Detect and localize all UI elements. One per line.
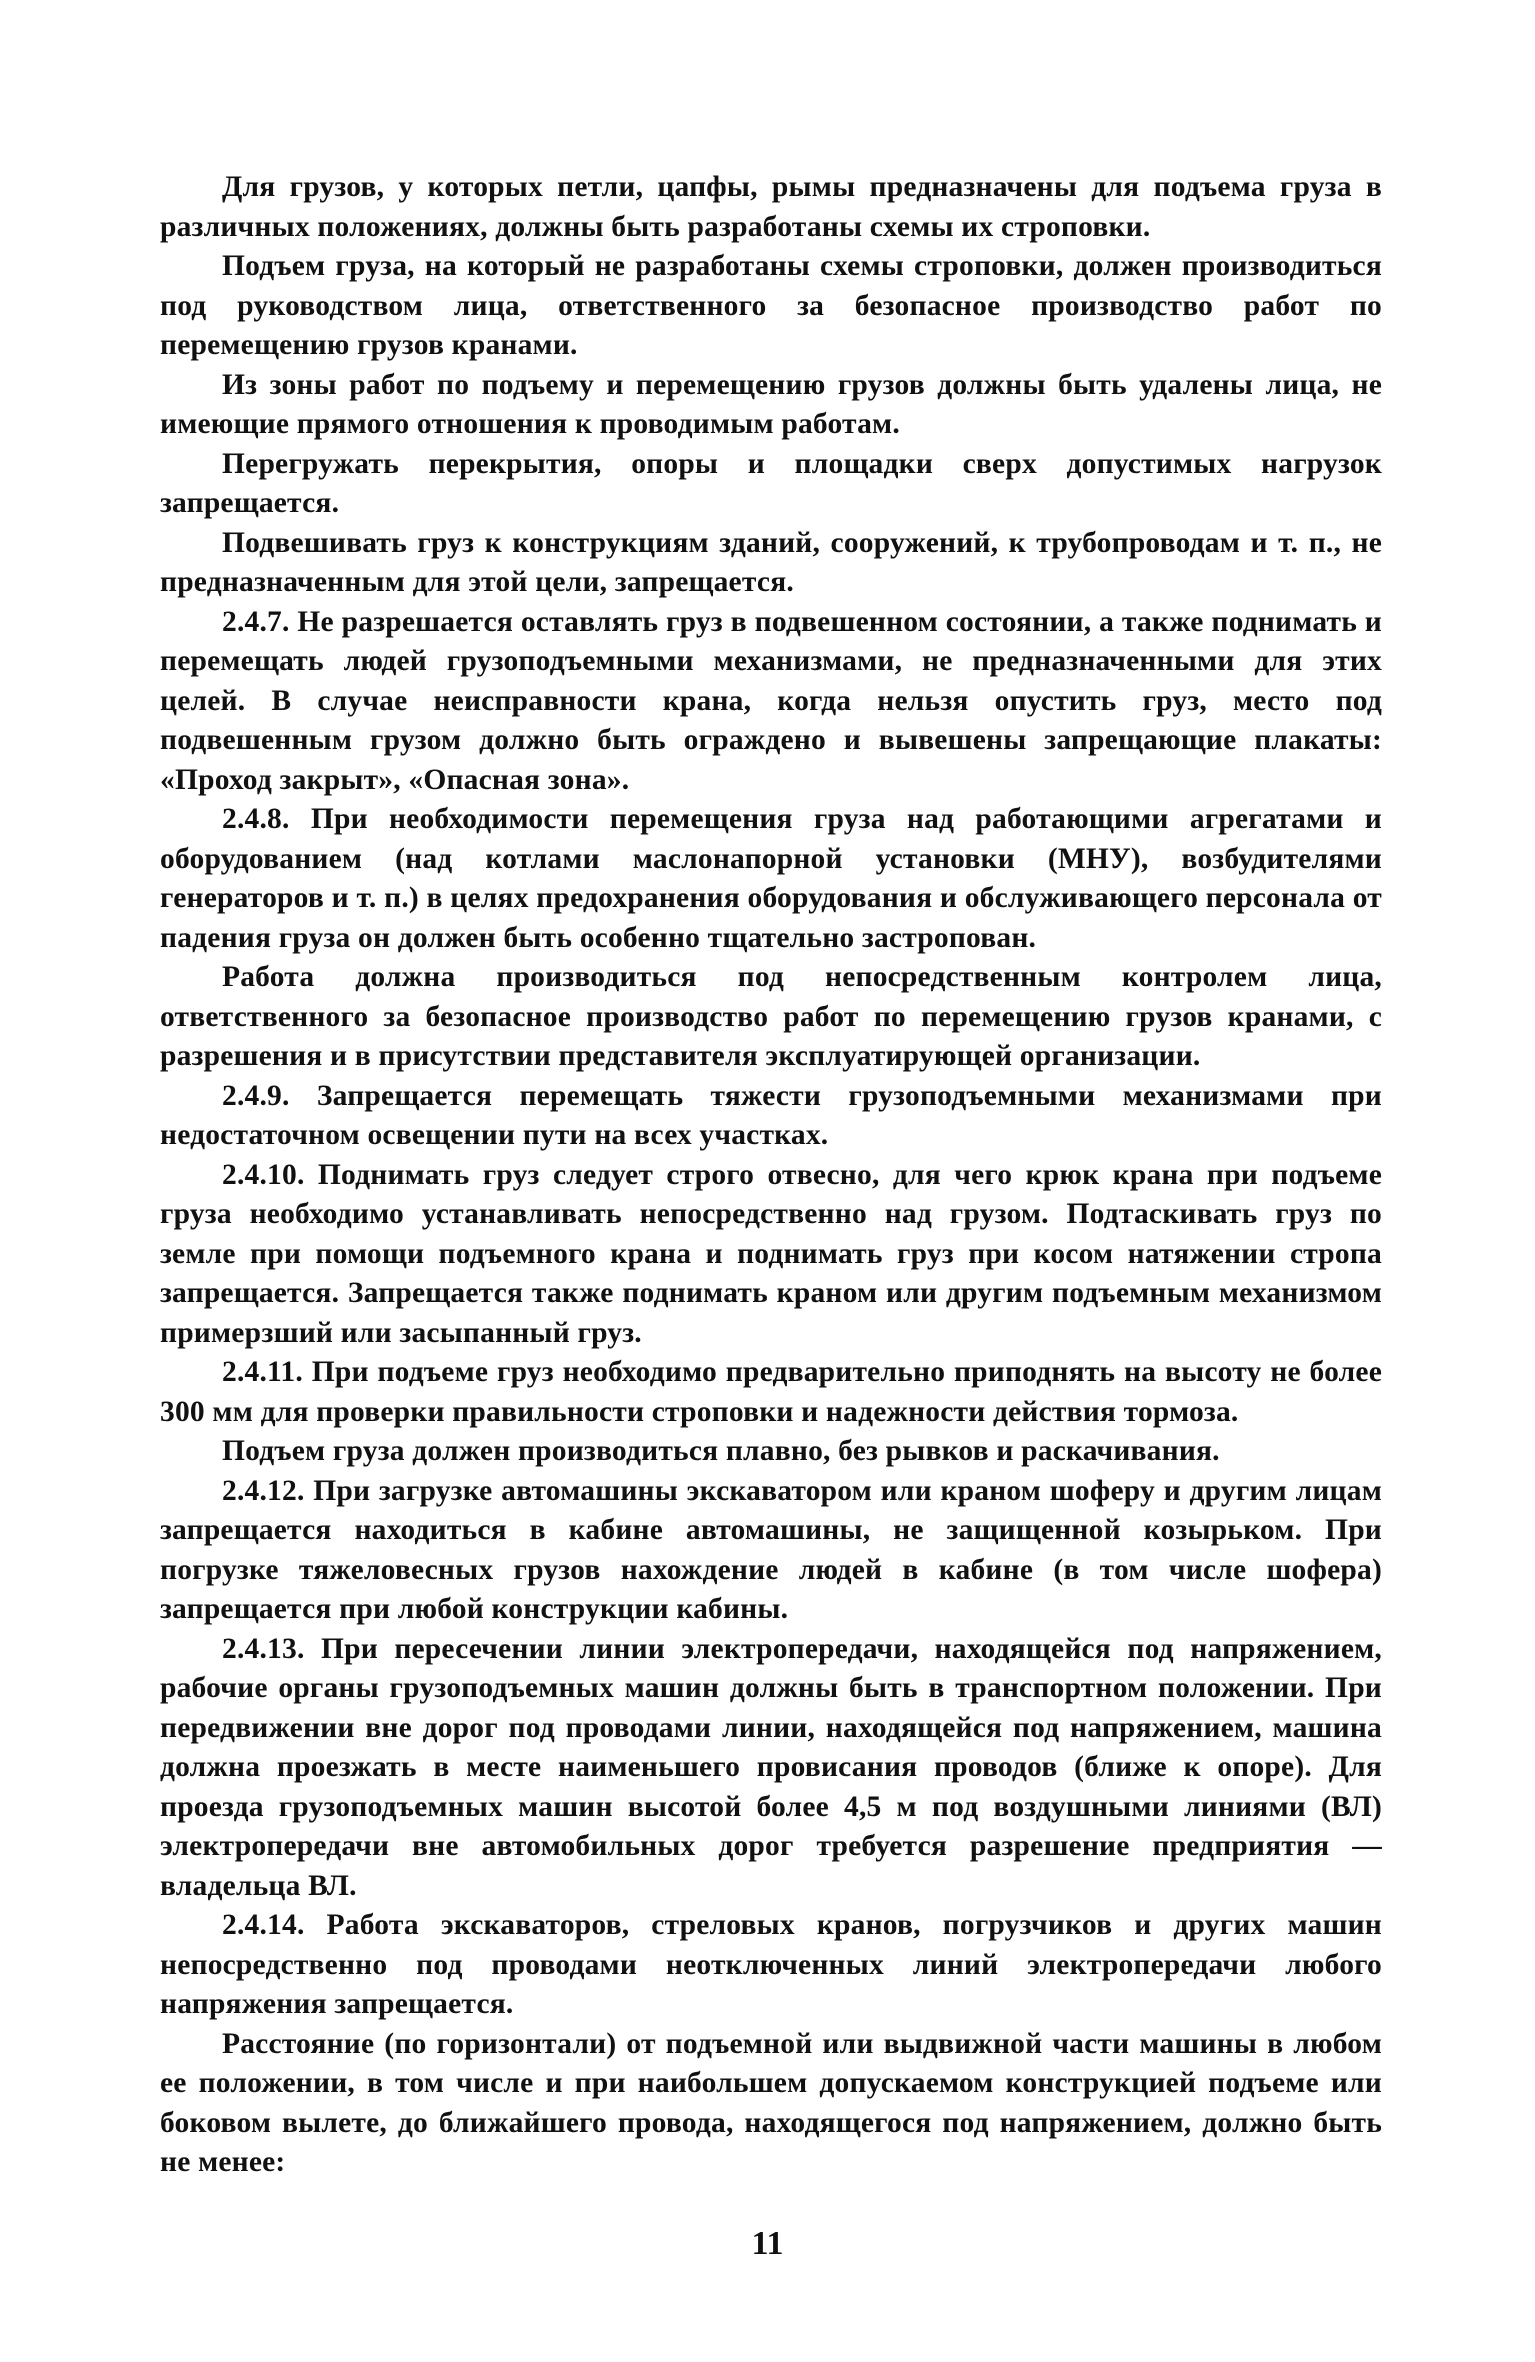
clause-number: 2.4.9. [222,1079,290,1112]
clause-number: 2.4.13. [222,1632,305,1665]
page-number: 11 [751,2225,784,2262]
paragraph [160,1906,1382,2025]
paragraph-text: При подъеме груз необходимо предварительно приподнять на высоту не более 300 мм для проверки правильности строповки и надежности действия тормоза. [160,1356,1383,1428]
clause-number: 2.4.7. [222,605,290,638]
paragraph-text: Подвешивать груз к конструкциям зданий, сооружений, к трубопроводам и т. п., не предназначенным для этой цели, запрещается. [160,526,1382,598]
paragraph-text: Работа должна производиться под непосредственным контролем лица, ответственного за безопасное производство работ по перемещению грузов кранами, с разрешения и в присутствии представителя эксплуатирующей организации. [160,961,1382,1072]
paragraph-text: Для грузов, у которых петли, цапфы, рымы предназначены для подъема груза в различных положениях, должны быть разработаны схемы их строповки. [160,171,1382,243]
clause-number: 2.4.8. [222,803,290,835]
paragraph [160,168,1382,247]
paragraph-text: Поднимать груз следует строго отвесно, для чего крюк крана при подъеме груза необходимо устанавливать непосредственно над грузом. Подтаскивать груз по земле при помощи подъемного крана и поднимать груз при косом натяжении стропа запрещается. Запрещается также поднимать краном или другим подъемным механизмом примерзший или засыпанный груз. [160,1158,1382,1349]
paragraph [160,1472,1382,1630]
paragraph [160,1432,1382,1472]
paragraph [160,800,1382,958]
paragraph-text: Не разрешается оставлять груз в подвешенном состоянии, а также поднимать и перемещать людей грузоподъемными механизмами, не предназначенными для этих целей. В случае неисправности крана, когда нельзя опустить груз, место под подвешенным грузом должно быть ограждено и вывешены запрещающие плакаты: «Проход закрыт», «Опасная зона». [160,605,1383,796]
clause-number: 2.4.14. [222,1909,305,1941]
paragraph-text: Работа экскаваторов, стреловых кранов, погрузчиков и других машин непосредственно под проводами неотключенных линий электропередачи любого напряжения запрещается. [160,1909,1382,2020]
paragraph-text: Запрещается перемещать тяжести грузоподъемными механизмами при недостаточном освещении пути на всех участках. [160,1079,1382,1151]
paragraph-text: При необходимости перемещения груза над работающими агрегатами и оборудованием (над котлами маслонапорной установки (МНУ), возбудителями генераторов и т. п.) в целях предохранения оборудования и обслуживающего персонала от падения груза он должен быть особенно тщательно застропован. [160,803,1382,954]
paragraph-text: Перегружать перекрытия, опоры и площадки сверх допустимых нагрузок запрещается. [160,447,1382,519]
paragraph-text: Расстояние (по горизонтали) от подъемной или выдвижной части машины в любом ее положении, в том числе и при наибольшем допускаемом конструкцией подъеме или боковом вылете, до ближайшего провода, находящегося под напряжением, должно быть не менее: [160,2027,1382,2178]
paragraph [160,1353,1382,1432]
paragraph [160,247,1382,366]
clause-number: 2.4.10. [222,1158,305,1191]
paragraph-text: Из зоны работ по подъему и перемещению грузов должны быть удалены лица, не имеющие прямого отношения к проводимым работам. [160,368,1382,440]
paragraph [160,603,1382,801]
page-body [160,168,1382,2183]
clause-number: 2.4.12. [222,1474,305,1507]
paragraph-text: Подъем груза должен производиться плавно, без рывков и раскачивания. [222,1435,1220,1467]
paragraph [160,366,1382,445]
paragraph [160,958,1382,1077]
clause-number: 2.4.11. [222,1356,303,1388]
paragraph [160,445,1382,524]
paragraph [160,1630,1382,1907]
paragraph-text: Подъем груза, на который не разработаны схемы строповки, должен производиться под руководством лица, ответственного за безопасное производство работ по перемещению грузов кранами. [160,250,1382,361]
paragraph-text: При пересечении линии электропередачи, находящейся под напряжением, рабочие органы грузоподъемных машин должны быть в транспортном положении. При передвижении вне дорог под проводами линии, находящейся под напряжением, машина должна проезжать в месте наименьшего провисания проводов (ближе к опоре). Для проезда грузоподъемных машин высотой более 4,5 м под воздушными линиями (ВЛ) электропередачи вне автомобильных дорог требуется разрешение предприятия — владельца ВЛ. [160,1632,1382,1902]
paragraph [160,2025,1382,2183]
paragraph-text: При загрузке автомашины экскаватором или краном шоферу и другим лицам запрещается находиться в кабине автомашины, не защищенной козырьком. При погрузке тяжеловесных грузов нахождение людей в кабине (в том числе шофера) запрещается при любой конструкции кабины. [160,1474,1382,1625]
paragraph [160,1077,1382,1156]
paragraph [160,1156,1382,1354]
paragraph [160,524,1382,603]
